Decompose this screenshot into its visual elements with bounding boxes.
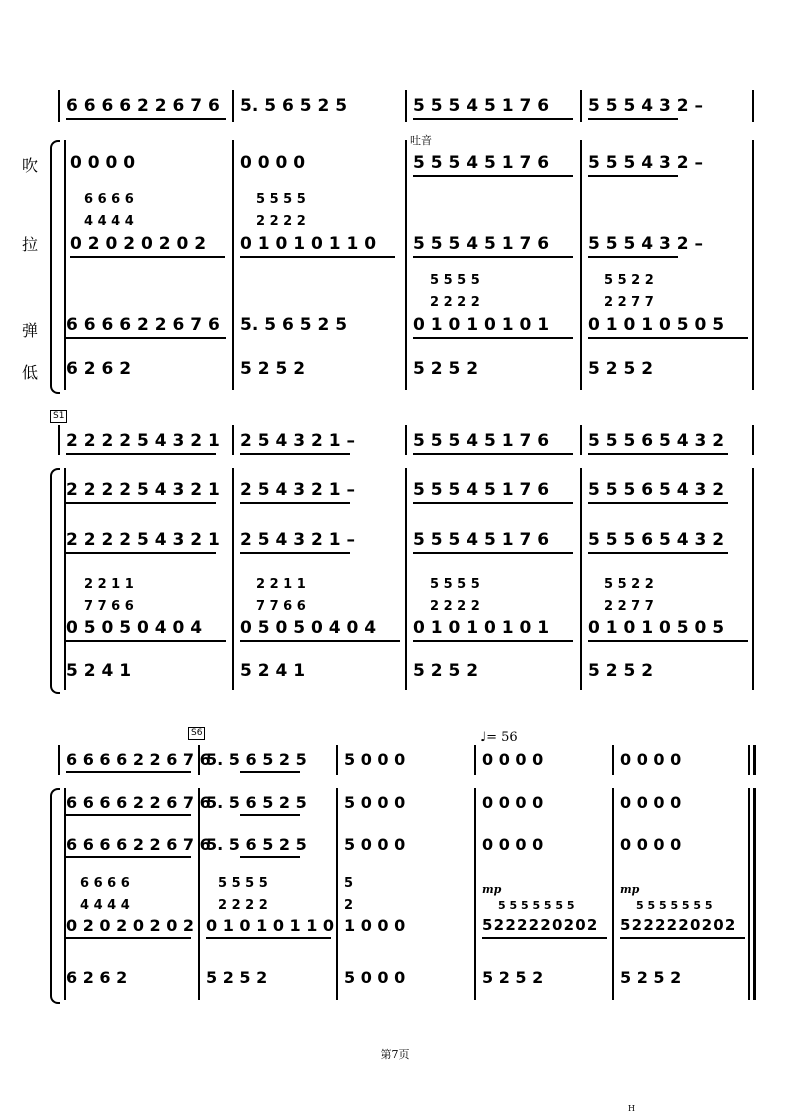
notation-tan-upper1-m9: 6 6 6 6 bbox=[80, 876, 130, 891]
notation-tan-upper2-m11: 2 bbox=[344, 898, 354, 913]
barline bbox=[405, 425, 407, 455]
notation-chui-m7: 5 5 5 4 5 1 7 6 bbox=[413, 480, 550, 500]
barline bbox=[612, 745, 614, 775]
notation-la-upper1-m1: 6 6 6 6 bbox=[84, 192, 134, 207]
notation-la-m7: 5 5 5 4 5 1 7 6 bbox=[413, 530, 550, 550]
notation-top-m5: 2 2 2 2 5 4 3 2 1 bbox=[66, 431, 220, 451]
beam bbox=[66, 337, 226, 339]
barline bbox=[580, 140, 582, 390]
notation-la-m10: 5. 5 6 5 2 5 bbox=[206, 835, 307, 854]
notation-tan-upper2-m7: 2 2 2 2 bbox=[430, 599, 480, 614]
notation-tan-upper1-m4: 5 5 2 2 bbox=[604, 273, 654, 288]
barline bbox=[474, 788, 476, 1000]
notation-tan-m6: 0 5 0 5 0 4 0 4 bbox=[240, 618, 377, 638]
final-barline bbox=[748, 788, 750, 1000]
beam bbox=[413, 502, 573, 504]
beam bbox=[240, 502, 350, 504]
notation-di-m11: 5 0 0 0 bbox=[344, 968, 406, 987]
beam bbox=[240, 256, 395, 258]
notation-chui-m2: 0 0 0 0 bbox=[240, 153, 306, 173]
notation-la-upper2-m2: 2 2 2 2 bbox=[256, 214, 306, 229]
beam bbox=[66, 814, 191, 816]
beam bbox=[588, 175, 678, 177]
notation-tan-m5: 0 5 0 5 0 4 0 4 bbox=[66, 618, 203, 638]
barline bbox=[58, 745, 60, 775]
notation-tan-upper2-m8: 2 2 7 7 bbox=[604, 599, 654, 614]
notation-la-m6: 2 5 4 3 2 1 – bbox=[240, 530, 355, 550]
notation-di-m1: 6 2 6 2 bbox=[66, 359, 132, 379]
notation-tan-upper2-m4: 2 2 7 7 bbox=[604, 295, 654, 310]
instrument-label-chui: 吹 bbox=[22, 156, 39, 175]
beam bbox=[588, 256, 678, 258]
notation-tan-m11: 1 0 0 0 bbox=[344, 916, 406, 935]
beam bbox=[240, 814, 300, 816]
final-barline-thick bbox=[753, 788, 756, 1000]
notation-chui-m5: 2 2 2 2 5 4 3 2 1 bbox=[66, 480, 220, 500]
beam bbox=[482, 937, 607, 939]
notation-tan-upper1-m10: 5 5 5 5 bbox=[218, 876, 268, 891]
notation-di-m5: 5 2 4 1 bbox=[66, 661, 132, 681]
notation-tan-m1: 6 6 6 6 2 2 6 7 6 bbox=[66, 315, 220, 335]
notation-la-m8: 5 5 5 6 5 4 3 2 bbox=[588, 530, 725, 550]
barline bbox=[336, 745, 338, 775]
rehearsal-mark-s6: S6 bbox=[188, 727, 205, 740]
notation-chui-m3: 5 5 5 4 5 1 7 6 bbox=[413, 153, 550, 173]
barline bbox=[232, 140, 234, 390]
notation-top-m13: 0 0 0 0 bbox=[620, 750, 682, 769]
barline bbox=[336, 788, 338, 1000]
tempo-value: = 56 bbox=[486, 730, 518, 745]
corner-mark: H bbox=[628, 1104, 635, 1113]
notation-tan-m8: 0 1 0 1 0 5 0 5 bbox=[588, 618, 725, 638]
beam bbox=[66, 118, 226, 120]
notation-tan-upper2-m10: 2 2 2 2 bbox=[218, 898, 268, 913]
notation-la-m9: 6 6 6 6 2 2 6 7 6 bbox=[66, 835, 211, 854]
beam bbox=[66, 856, 191, 858]
notation-tan-m2: 5. 5 6 5 2 5 bbox=[240, 315, 348, 335]
barline bbox=[58, 90, 60, 122]
notation-tan-upper2-m6: 7 7 6 6 bbox=[256, 599, 306, 614]
notation-chui-m10: 5. 5 6 5 2 5 bbox=[206, 793, 307, 812]
notation-la-m11: 5 0 0 0 bbox=[344, 835, 406, 854]
quarter-note-icon: ♩ bbox=[480, 730, 487, 745]
page-number: 第7页 bbox=[380, 1048, 410, 1061]
notation-top-m12: 0 0 0 0 bbox=[482, 750, 544, 769]
notation-chui-m6: 2 5 4 3 2 1 – bbox=[240, 480, 355, 500]
barline bbox=[612, 788, 614, 1000]
barline bbox=[58, 425, 60, 455]
barline bbox=[405, 140, 407, 390]
notation-di-m2: 5 2 5 2 bbox=[240, 359, 306, 379]
notation-la-upper1-m2: 5 5 5 5 bbox=[256, 192, 306, 207]
beam bbox=[413, 175, 573, 177]
beam bbox=[413, 337, 573, 339]
notation-chui-m13: 0 0 0 0 bbox=[620, 793, 682, 812]
notation-tan-upper2-m5: 7 7 6 6 bbox=[84, 599, 134, 614]
notation-chui-m11: 5 0 0 0 bbox=[344, 793, 406, 812]
notation-chui-m4: 5 5 5 4 3 2 – bbox=[588, 153, 703, 173]
notation-di-m9: 6 2 6 2 bbox=[66, 968, 128, 987]
beam bbox=[240, 453, 350, 455]
dynamic-mp-m13: mp bbox=[620, 883, 640, 896]
beam bbox=[588, 640, 748, 642]
beam bbox=[66, 453, 216, 455]
barline bbox=[752, 140, 754, 390]
notation-top-m2: 5. 5 6 5 2 5 bbox=[240, 96, 348, 116]
notation-tan-m3: 0 1 0 1 0 1 0 1 bbox=[413, 315, 550, 335]
final-barline bbox=[748, 745, 750, 775]
beam bbox=[588, 337, 748, 339]
beam bbox=[413, 552, 573, 554]
notation-top-m11: 5 0 0 0 bbox=[344, 750, 406, 769]
notation-top-m6: 2 5 4 3 2 1 – bbox=[240, 431, 355, 451]
barline bbox=[580, 468, 582, 690]
notation-tan-upper1-m12: 5 5 5 5 5 5 5 bbox=[498, 899, 575, 912]
beam bbox=[70, 256, 225, 258]
barline bbox=[232, 425, 234, 455]
notation-di-m3: 5 2 5 2 bbox=[413, 359, 479, 379]
staff-brace bbox=[50, 140, 60, 394]
notation-tan-upper2-m3: 2 2 2 2 bbox=[430, 295, 480, 310]
beam bbox=[588, 552, 728, 554]
notation-chui-m12: 0 0 0 0 bbox=[482, 793, 544, 812]
beam bbox=[413, 118, 573, 120]
staff-brace bbox=[50, 468, 60, 694]
beam bbox=[66, 552, 216, 554]
notation-la-m2: 0 1 0 1 0 1 1 0 bbox=[240, 234, 377, 254]
notation-top-m3: 5 5 5 4 5 1 7 6 bbox=[413, 96, 550, 116]
notation-di-m6: 5 2 4 1 bbox=[240, 661, 306, 681]
beam bbox=[66, 771, 191, 773]
beam bbox=[66, 640, 226, 642]
staff-brace bbox=[50, 788, 60, 1004]
barline bbox=[232, 468, 234, 690]
notation-tan-upper1-m5: 2 2 1 1 bbox=[84, 577, 134, 592]
notation-tan-upper1-m13: 5 5 5 5 5 5 5 bbox=[636, 899, 713, 912]
notation-la-m12: 0 0 0 0 bbox=[482, 835, 544, 854]
notation-top-m7: 5 5 5 4 5 1 7 6 bbox=[413, 431, 550, 451]
instrument-label-la: 拉 bbox=[22, 235, 39, 254]
notation-tan-m12: 5 2 2 2 2 2 0 2 0 2 bbox=[482, 916, 596, 934]
beam bbox=[240, 856, 300, 858]
tempo-marking bbox=[480, 730, 518, 745]
notation-la-m13: 0 0 0 0 bbox=[620, 835, 682, 854]
instrument-label-tan: 弹 bbox=[22, 321, 39, 340]
notation-la-upper2-m1: 4 4 4 4 bbox=[84, 214, 134, 229]
beam bbox=[206, 937, 331, 939]
notation-la-m1: 0 2 0 2 0 2 0 2 bbox=[70, 234, 207, 254]
dynamic-mp-m12: mp bbox=[482, 883, 502, 896]
notation-top-m9: 6 6 6 6 2 2 6 7 6 bbox=[66, 750, 211, 769]
notation-di-m7: 5 2 5 2 bbox=[413, 661, 479, 681]
notation-chui-m1: 0 0 0 0 bbox=[70, 153, 136, 173]
notation-di-m8: 5 2 5 2 bbox=[588, 661, 654, 681]
notation-la-m5: 2 2 2 2 5 4 3 2 1 bbox=[66, 530, 220, 550]
barline bbox=[232, 90, 234, 122]
barline bbox=[198, 788, 200, 1000]
beam bbox=[588, 502, 728, 504]
notation-top-m10: 5. 5 6 5 2 5 bbox=[206, 750, 307, 769]
notation-chui-m9: 6 6 6 6 2 2 6 7 6 bbox=[66, 793, 211, 812]
barline bbox=[405, 468, 407, 690]
barline bbox=[474, 745, 476, 775]
notation-tan-m10: 0 1 0 1 0 1 1 0 bbox=[206, 916, 335, 935]
beam bbox=[240, 771, 300, 773]
notation-tan-upper1-m8: 5 5 2 2 bbox=[604, 577, 654, 592]
system-barline bbox=[64, 140, 66, 390]
beam bbox=[413, 256, 573, 258]
notation-la-m4: 5 5 5 4 3 2 – bbox=[588, 234, 703, 254]
notation-tan-m9: 0 2 0 2 0 2 0 2 bbox=[66, 916, 195, 935]
beam bbox=[620, 937, 745, 939]
notation-top-m1: 6 6 6 6 2 2 6 7 6 bbox=[66, 96, 220, 116]
beam bbox=[66, 502, 216, 504]
notation-top-m8: 5 5 5 6 5 4 3 2 bbox=[588, 431, 725, 451]
notation-tan-upper1-m11: 5 bbox=[344, 876, 354, 891]
barline bbox=[752, 90, 754, 122]
notation-di-m10: 5 2 5 2 bbox=[206, 968, 268, 987]
final-barline-thick bbox=[753, 745, 756, 775]
barline bbox=[580, 90, 582, 122]
notation-la-m3: 5 5 5 4 5 1 7 6 bbox=[413, 234, 550, 254]
notation-tan-upper1-m7: 5 5 5 5 bbox=[430, 577, 480, 592]
notation-chui-m8: 5 5 5 6 5 4 3 2 bbox=[588, 480, 725, 500]
notation-tan-upper1-m3: 5 5 5 5 bbox=[430, 273, 480, 288]
barline bbox=[752, 468, 754, 690]
notation-di-m4: 5 2 5 2 bbox=[588, 359, 654, 379]
tuyin-annotation: 吐音 bbox=[410, 134, 432, 147]
beam bbox=[66, 937, 191, 939]
beam bbox=[240, 640, 400, 642]
notation-tan-upper2-m9: 4 4 4 4 bbox=[80, 898, 130, 913]
notation-tan-m7: 0 1 0 1 0 1 0 1 bbox=[413, 618, 550, 638]
barline bbox=[752, 425, 754, 455]
notation-di-m13: 5 2 5 2 bbox=[620, 968, 682, 987]
rehearsal-mark-s1: S1 bbox=[50, 410, 67, 423]
notation-tan-upper1-m6: 2 2 1 1 bbox=[256, 577, 306, 592]
notation-tan-m13: 5 2 2 2 2 2 0 2 0 2 bbox=[620, 916, 734, 934]
beam bbox=[413, 453, 573, 455]
notation-top-m4: 5 5 5 4 3 2 – bbox=[588, 96, 703, 116]
barline bbox=[405, 90, 407, 122]
notation-tan-m4: 0 1 0 1 0 5 0 5 bbox=[588, 315, 725, 335]
barline bbox=[580, 425, 582, 455]
notation-di-m12: 5 2 5 2 bbox=[482, 968, 544, 987]
beam bbox=[240, 552, 350, 554]
instrument-label-di: 低 bbox=[22, 363, 39, 382]
beam bbox=[413, 640, 573, 642]
beam bbox=[588, 453, 728, 455]
beam bbox=[588, 118, 678, 120]
